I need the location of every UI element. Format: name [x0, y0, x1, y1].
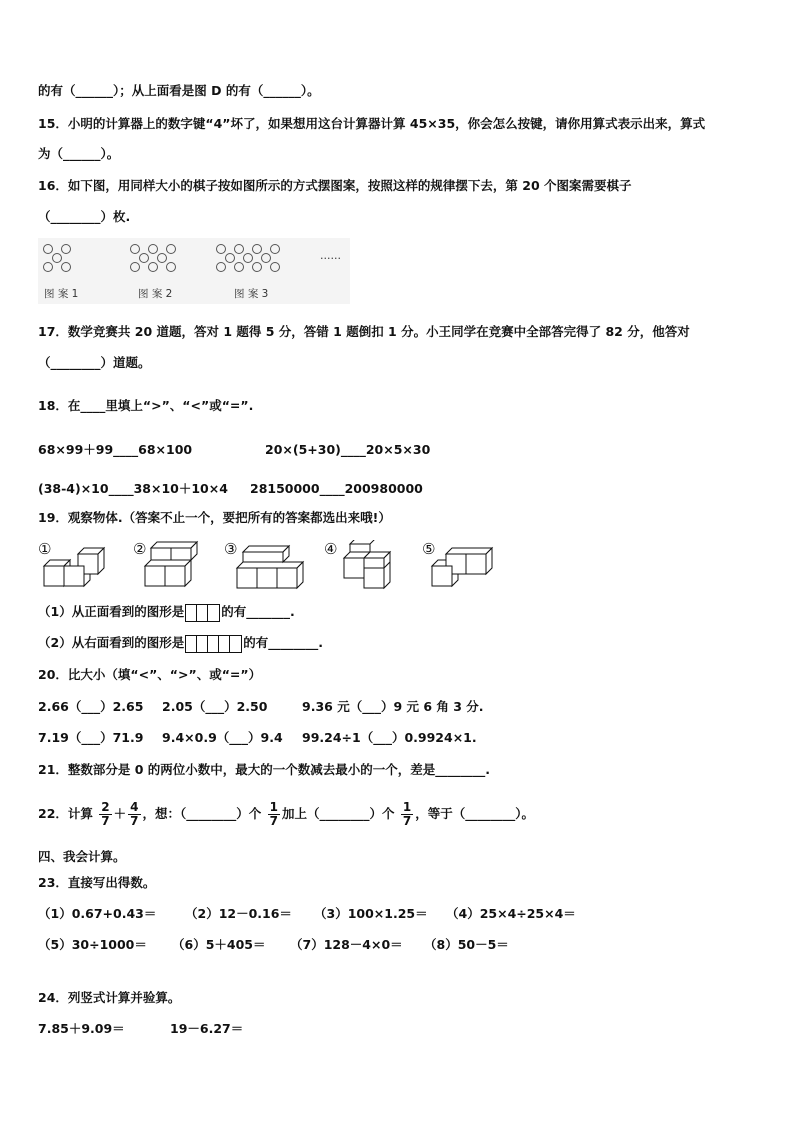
- q19-sub2-label: （2）从右面看到的图形是: [38, 635, 185, 650]
- q20-item-1: 2.66（___）2.65: [38, 699, 144, 714]
- q23-item-1: （1）0.67+0.43＝: [38, 906, 157, 921]
- q18-item-2: 20×(5+30)____20×5×30: [265, 442, 431, 457]
- q19-sub1-blank: 的有_______.: [221, 604, 295, 619]
- q19-text: 19．观察物体.（答案不止一个，要把所有的答案都选出来哦!）: [38, 510, 391, 525]
- q23-item-2: （2）12－0.16＝: [185, 906, 292, 921]
- frac-den: 7: [130, 814, 139, 828]
- cube-figures-svg: [0, 540, 794, 590]
- fraction-1-7: [268, 801, 280, 828]
- frac-den: 7: [101, 814, 110, 828]
- q22-add: 加上（________）个: [281, 806, 395, 821]
- cube-label-3: ③: [224, 540, 238, 558]
- cube-label-1: ①: [38, 540, 52, 558]
- fraction-2-7: [99, 801, 111, 828]
- q18-item-4: 28150000____200980000: [250, 481, 423, 496]
- pattern-label-1: 图 案 1: [44, 288, 79, 300]
- frac-den: 7: [402, 814, 412, 828]
- q20-item-4: 7.19（___）71.9: [38, 730, 144, 745]
- q20-item-3: 9.36 元（___）9 元 6 角 3 分.: [302, 699, 484, 714]
- q20-item-2: 2.05（___）2.50: [162, 699, 268, 714]
- q24-text: 24．列竖式计算并验算。: [38, 990, 181, 1005]
- section-4-title: 四、我会计算。: [38, 849, 126, 864]
- q20-item-6: 99.24÷1（___）0.9924×1.: [302, 730, 477, 745]
- q17-text: 17．数学竞赛共 20 道题，答对 1 题得 5 分，答错 1 题倒扣 1 分。小王同学在竞赛中全部答完得了 82 分，他答对: [38, 324, 690, 339]
- pattern-ellipsis: ……: [320, 250, 341, 262]
- q17-text-2: （________）道题。: [38, 355, 151, 370]
- q19-sub2: [38, 634, 323, 653]
- fraction-4-7: [128, 801, 140, 828]
- fraction-1-7-b: [401, 801, 413, 828]
- q15-text-2: 为（______）。: [38, 146, 120, 161]
- q16-text-2: （________）枚.: [38, 209, 131, 224]
- q19-sub1: [38, 603, 295, 622]
- cube-label-5: ⑤: [422, 540, 436, 558]
- q23-text: 23．直接写出得数。: [38, 875, 156, 890]
- front-view-shape: [185, 604, 220, 622]
- q23-item-6: （6）5＋405＝: [172, 937, 266, 952]
- frac-num: 1: [269, 800, 278, 814]
- pattern-label-3: 图 案 3: [234, 288, 269, 300]
- q23-item-8: （8）50－5＝: [424, 937, 509, 952]
- q19-sub2-blank: 的有________.: [243, 635, 323, 650]
- q18-item-1: 68×99＋99____68×100: [38, 442, 193, 457]
- q24-item-2: 19－6.27＝: [170, 1021, 244, 1036]
- frac-num: 1: [402, 800, 412, 814]
- q20-item-5: 9.4×0.9（___）9.4: [162, 730, 283, 745]
- q23-item-3: （3）100×1.25＝: [314, 906, 428, 921]
- pattern-label-2: 图 案 2: [138, 288, 173, 300]
- q14-tail: 的有（______）；从上面看是图 D 的有（______）。: [38, 83, 320, 98]
- right-view-shape: [185, 635, 242, 653]
- plus-sign: ＋: [113, 806, 127, 821]
- frac-num: 4: [130, 800, 139, 814]
- q22-think: ，想：（________）个: [142, 806, 262, 821]
- q15-text: 15．小明的计算器上的数字键“4”坏了，如果想用这台计算器计算 45×35，你会怎么按键，请你用算式表示出来，算式: [38, 116, 706, 131]
- q20-text: 20．比大小（填“<”、“>”、或“=”）: [38, 667, 262, 682]
- cube-label-2: ②: [133, 540, 147, 558]
- q22-equals: ，等于（________）。: [415, 806, 534, 821]
- q24-item-1: 7.85＋9.09＝: [38, 1021, 125, 1036]
- q18-text: 18．在____里填上“>”、“<”或“=”.: [38, 398, 254, 413]
- frac-num: 2: [101, 800, 110, 814]
- q23-item-4: （4）25×4÷25×4＝: [446, 906, 576, 921]
- q19-sub1-label: （1）从正面看到的图形是: [38, 604, 185, 619]
- chess-pattern-figure: [38, 238, 350, 304]
- q23-item-7: （7）128－4×0＝: [290, 937, 403, 952]
- q21-text: 21．整数部分是 0 的两位小数中，最大的一个数减去最小的一个，差是________.: [38, 762, 491, 777]
- q22-text: [38, 797, 534, 831]
- q23-item-5: （5）30÷1000＝: [38, 937, 147, 952]
- cube-label-4: ④: [324, 540, 338, 558]
- frac-den: 7: [269, 814, 278, 828]
- q16-text: 16．如下图，用同样大小的棋子按如图所示的方式摆图案，按照这样的规律摆下去，第 20 个图案需要棋子: [38, 178, 632, 193]
- chess-pattern-svg: [38, 238, 350, 304]
- q22-label: 22．计算: [38, 806, 93, 821]
- q18-item-3: (38-4)×10____38×10＋10×4: [38, 481, 228, 496]
